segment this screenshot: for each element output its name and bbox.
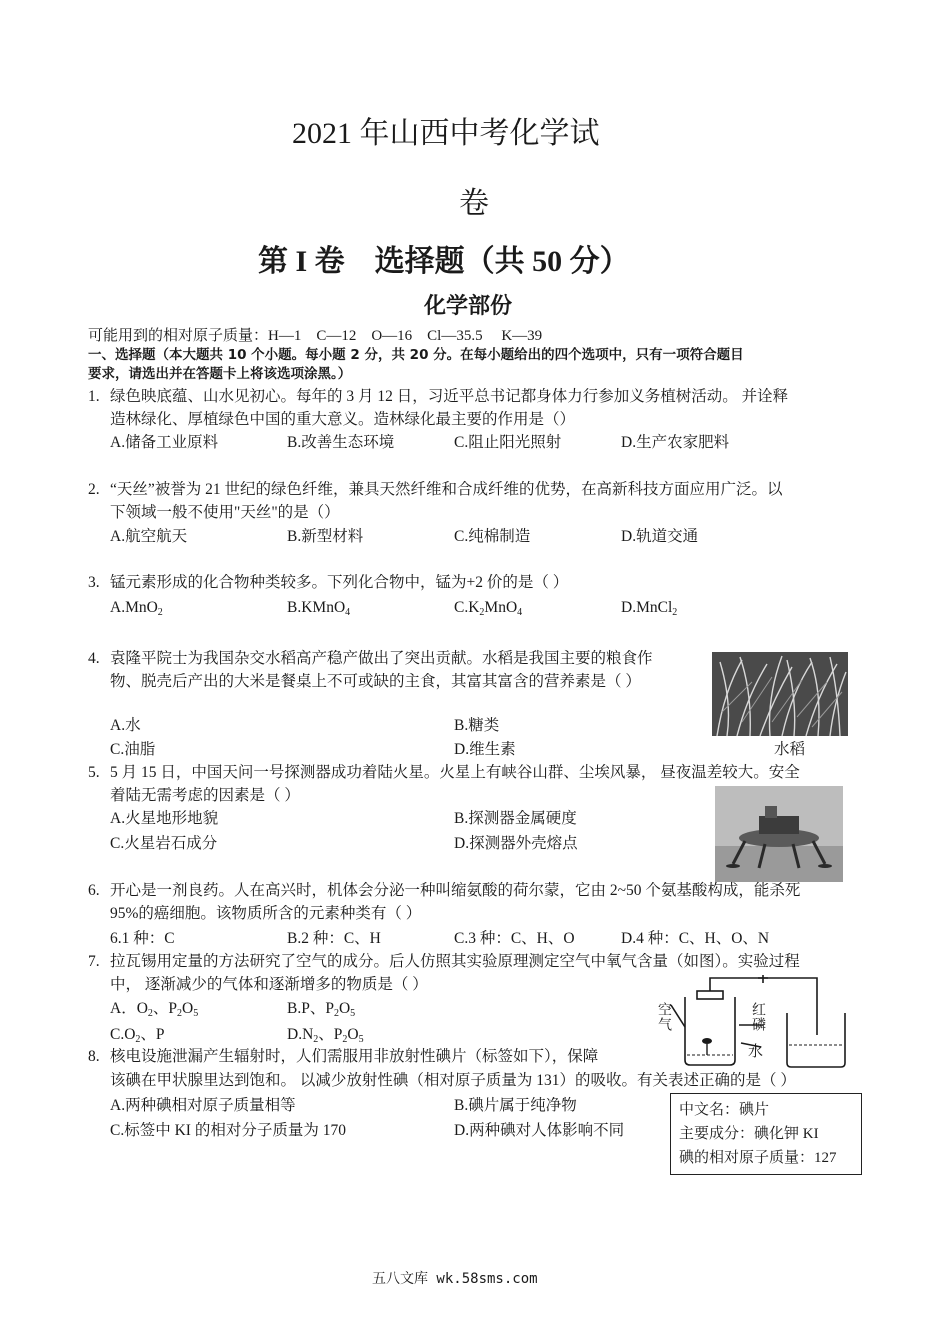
option-d[interactable]: D.维生素 <box>454 741 516 758</box>
option-a[interactable]: A.水 <box>110 717 141 734</box>
option-a[interactable]: 6.1 种：C <box>110 930 175 947</box>
subscript: 2 <box>157 607 163 618</box>
question-text: 物、脱壳后产出的大米是餐桌上不可或缺的主食，其富其富含的营养素是（ ） <box>110 673 641 690</box>
section-title: 第 I 卷 选择题（共 50 分） <box>258 245 630 278</box>
option-b[interactable]: B.改善生态环境 <box>287 434 395 451</box>
option-c[interactable]: C.阻止阳光照射 <box>454 434 562 451</box>
option-b[interactable]: B.新型材料 <box>287 528 364 545</box>
option-a[interactable]: A.航空航天 <box>110 528 188 545</box>
question-text: 95%的癌细胞。该物质所含的元素种类有（ ） <box>110 905 422 922</box>
option-c[interactable]: C.油脂 <box>110 741 156 758</box>
label-ingredient: 主要成分：碘化钾 KI <box>679 1126 819 1142</box>
option-text: C.K <box>454 599 480 616</box>
question-number: 4. <box>88 650 100 667</box>
question-number: 7. <box>88 953 100 970</box>
option-b[interactable]: B.碘片属于纯净物 <box>454 1097 577 1114</box>
option-a[interactable]: A．$O_2$、$P_2O_5$ <box>110 1000 199 1019</box>
option-text: MnO <box>484 599 518 616</box>
question-text: 开心是一剂良药。人在高兴时，机体会分泌一种叫缩氨酸的荷尔蒙，它由 2~50 个氨基酸构成，能杀死 <box>110 882 801 899</box>
mars-lander-photo <box>715 786 843 882</box>
subscript: 2 <box>479 607 485 618</box>
rice-photo <box>712 652 848 736</box>
option-text: B.P、P <box>287 1000 334 1017</box>
question-text: 造林绿化、厚植绿色中国的重大意义。造林绿化最主要的作用是（） <box>110 411 576 428</box>
question-text: 拉瓦锡用定量的方法研究了空气的成分。后人仿照其实验原理测定空气中氧气含量（如图）。实验过程 <box>110 953 800 970</box>
label-name: 中文名：碘片 <box>679 1102 770 1118</box>
option-text: D.MnCl <box>621 599 673 616</box>
option-a[interactable]: A.火星地形地貌 <box>110 810 219 827</box>
question-number: 6. <box>88 882 100 899</box>
iodine-tablet-label <box>670 1093 862 1175</box>
label-atomic-mass: 碘的相对原子质量：127 <box>679 1150 837 1166</box>
option-text: A．O <box>110 1000 148 1017</box>
question-text: 锰元素形成的化合物种类较多。下列化合物中，锰为+2 价的是（ ） <box>110 574 569 591</box>
option-d[interactable]: $D.N_2$、$P_2O_5$ <box>287 1026 364 1045</box>
option-text: D.N <box>287 1026 314 1043</box>
option-b[interactable]: B.2 种：C、H <box>287 930 381 947</box>
option-a[interactable] <box>110 597 163 619</box>
option-c[interactable]: C.纯棉制造 <box>454 528 531 545</box>
instructions-line-1: 一、选择题（本大题共 10 个小题。每小题 2 分，共 20 分。在每小题给出的四个选项中，只有一项符合题目 <box>88 347 744 363</box>
option-b[interactable]: B.探测器金属硬度 <box>454 810 577 827</box>
subject-heading: 化学部份 <box>424 294 513 319</box>
question-text: 绿色映底蕴、山水见初心。每年的 3 月 12 日，习近平总书记都身体力行参加义务植树活动。 并诠释 <box>110 388 789 405</box>
option-c[interactable] <box>454 597 522 619</box>
question-text: “天丝”被誉为 21 世纪的绿色纤维，兼具天然纤维和合成纤维的优势，在高新科技方面应用广泛。以 <box>110 481 783 498</box>
option-a[interactable]: A.两种碘相对原子质量相等 <box>110 1097 296 1114</box>
footer-watermark: 五八文库 wk.58sms.com <box>372 1271 538 1287</box>
question-text: 中， 逐渐减少的气体和逐渐增多的物质是（ ） <box>110 976 428 993</box>
option-d[interactable]: D.生产农家肥料 <box>621 434 730 451</box>
title-line-2: 卷 <box>459 187 489 220</box>
rice-plant-illustration <box>712 652 848 736</box>
atomic-masses: 可能用到的相对原子质量：H—1 C—12 O—16 Cl—35.5 K—39 <box>88 328 543 344</box>
question-number: 2. <box>88 481 100 498</box>
question-text: 核电设施泄漏产生辐射时，人们需服用非放射性碘片（标签如下），保障 <box>110 1048 599 1065</box>
instructions-line-2: 要求，请选出并在答题卡上将该选项涂黑。） <box>88 366 352 382</box>
subscript: 4 <box>517 607 523 618</box>
option-b[interactable] <box>287 597 350 619</box>
question-text: 该碘在甲状腺里达到饱和。 以减少放射性碘（相对原子质量为 131）的吸收。有关表述正确的是（ ） <box>110 1072 796 1089</box>
option-b[interactable]: B.糖类 <box>454 717 500 734</box>
option-b[interactable]: B.P、$P_2O_5$ <box>287 1000 356 1019</box>
option-d[interactable]: D.探测器外壳熔点 <box>454 835 578 852</box>
option-d[interactable] <box>621 597 677 619</box>
question-number: 8. <box>88 1048 100 1065</box>
option-c[interactable]: $C.O_2$、P <box>110 1026 165 1045</box>
option-c[interactable]: C.3 种：C、H、O <box>454 930 575 947</box>
question-text: 着陆无需考虑的因素是（ ） <box>110 787 300 804</box>
option-text: B.KMnO <box>287 599 346 616</box>
rice-caption: 水稻 <box>774 741 806 758</box>
option-c[interactable]: C.标签中 KI 的相对分子质量为 170 <box>110 1122 346 1139</box>
label-red-phosphorus: 红磷 <box>750 1002 766 1032</box>
option-text: A.MnO <box>110 599 158 616</box>
question-number: 1. <box>88 388 100 405</box>
option-d[interactable]: D.两种碘对人体影响不同 <box>454 1122 625 1139</box>
mars-lander-illustration <box>715 786 843 882</box>
question-number: 3. <box>88 574 100 591</box>
option-c[interactable]: C.火星岩石成分 <box>110 835 218 852</box>
question-text: 5 月 15 日，中国天问一号探测器成功着陆火星。火星上有峡谷山群、尘埃风暴， 昼夜温差较大。安全 <box>110 764 800 781</box>
subscript: 2 <box>672 607 678 618</box>
option-d[interactable]: D.轨道交通 <box>621 528 699 545</box>
subscript: 4 <box>345 607 351 618</box>
title-line-1: 2021 年山西中考化学试 <box>292 117 600 150</box>
option-d[interactable]: D.4 种：C、H、O、N <box>621 930 770 947</box>
label-air: 空气 <box>656 1002 672 1032</box>
question-text: 袁隆平院士为我国杂交水稻高产稳产做出了突出贡献。水稻是我国主要的粮食作 <box>110 650 653 667</box>
question-text: 下领域一般不使用"天丝"的是（） <box>110 504 340 521</box>
question-number: 5. <box>88 764 100 781</box>
option-a[interactable]: A.储备工业原料 <box>110 434 219 451</box>
label-water: 水 <box>748 1042 764 1060</box>
option-text: C.O <box>110 1026 136 1043</box>
